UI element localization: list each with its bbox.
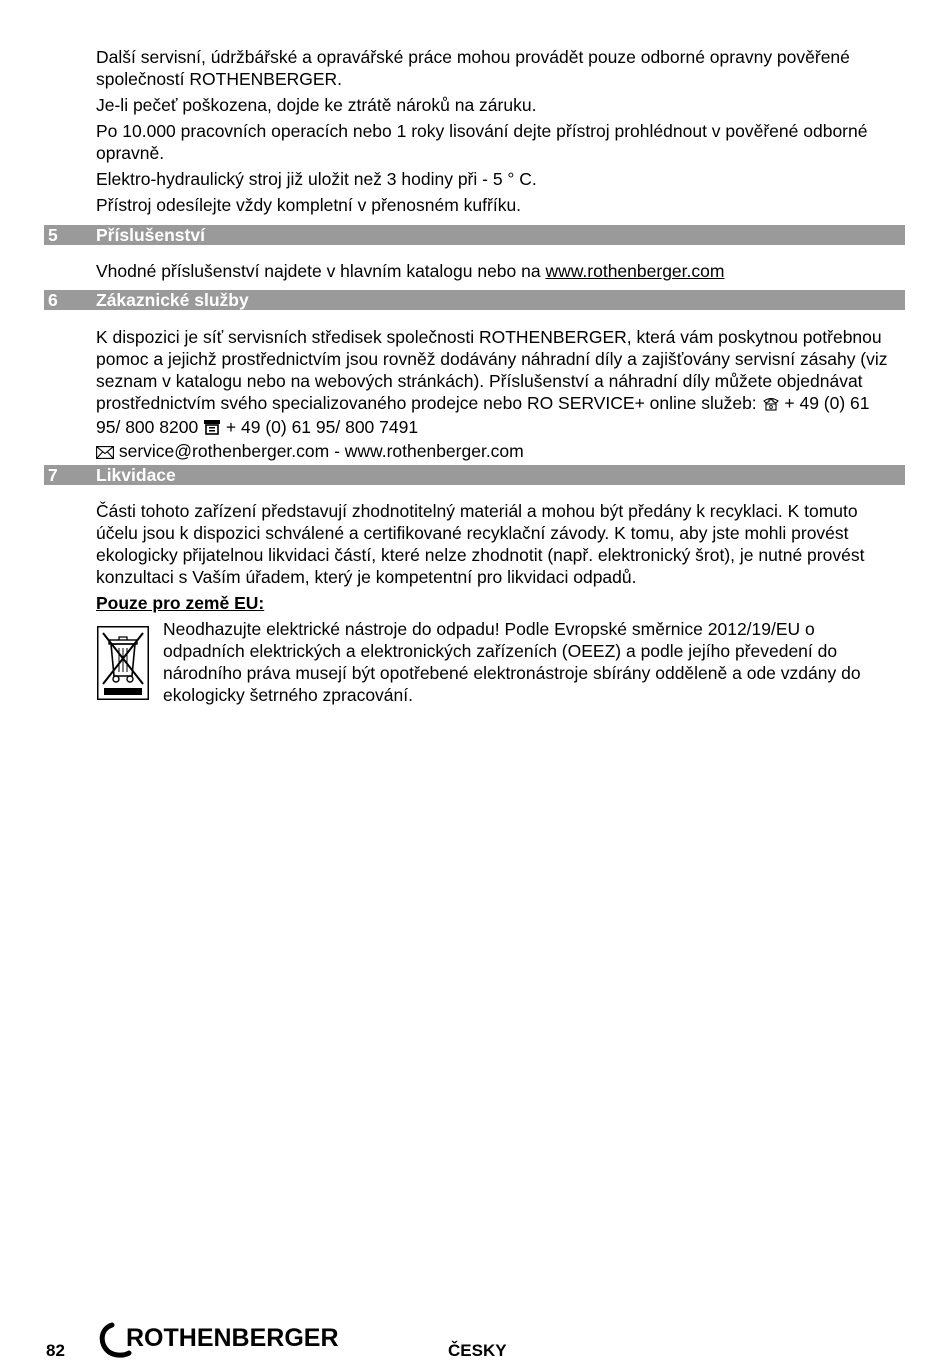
rothenberger-logo bbox=[98, 1322, 348, 1358]
crossed-out-wheelie-bin-icon bbox=[97, 626, 149, 700]
service-text: K dispozici je síť servisních středisek společnosti ROTHENBERGER, která vám poskytnou potřebnou pomoc a jejichž prostřednictvím jsou rovněž dodávány náhradní díly a zajišťovány servisní zásahy (viz seznam v katalogu nebo na webových stránkách). Příslušenství a náhradní díly můžete objednávat prostřednictvím svého specializovaného prodejce nebo RO SERVICE+ online služeb: bbox=[96, 327, 888, 413]
intro-paragraph-3: Po 10.000 pracovních operacích nebo 1 roky lisování dejte přístroj prohlédnout v pověřené odborné opravně. bbox=[96, 121, 868, 163]
section-heading-disposal bbox=[44, 465, 905, 485]
phone-number: + 49 (0) 61 95/ 800 8200 bbox=[96, 393, 870, 437]
section-number: 7 bbox=[48, 465, 58, 485]
section-heading-customer-service bbox=[44, 290, 905, 310]
intro-paragraph-1: Další servisní, údržbářské a opravářské práce mohou provádět pouze odborné opravny pověřené společností ROTHENBERGER. bbox=[96, 47, 850, 89]
website-link[interactable]: www.rothenberger.com bbox=[545, 261, 725, 281]
fax-icon bbox=[203, 418, 221, 440]
section-heading-accessories bbox=[44, 225, 905, 245]
eu-disposal-notice: Neodhazujte elektrické nástroje do odpadu! Podle Evropské směrnice 2012/19/EU o odpadních elektrických a elektronických zařízeních (OEEZ) a podle jejího převedení do národního práva musejí být opotřebené elektronástroje sbírány odděleně a ode vzdány do ekologicky šetrného zpracování. bbox=[163, 619, 861, 705]
accessories-text: Vhodné příslušenství najdete v hlavním katalogu nebo na bbox=[96, 261, 546, 281]
email-website-line: service@rothenberger.com - www.rothenberger.com bbox=[114, 441, 524, 461]
eu-only-heading: Pouze pro země EU: bbox=[96, 593, 265, 613]
intro-paragraph-2: Je-li pečeť poškozena, dojde ke ztrátě nároků na záruku. bbox=[96, 95, 537, 115]
accessories-paragraph bbox=[96, 260, 896, 282]
page-number: 82 bbox=[46, 1341, 65, 1360]
language-label: ČESKY bbox=[448, 1341, 507, 1360]
intro-paragraphs bbox=[96, 46, 896, 220]
section-number: 5 bbox=[48, 225, 58, 245]
service-paragraph bbox=[96, 326, 896, 464]
phone-icon bbox=[762, 394, 780, 416]
section-title: Zákaznické služby bbox=[96, 290, 249, 310]
section-title: Příslušenství bbox=[96, 225, 205, 245]
intro-paragraph-5: Přístroj odesílejte vždy kompletní v přenosném kufříku. bbox=[96, 195, 522, 215]
disposal-paragraph: Části tohoto zařízení představují zhodnotitelný materiál a mohou být předány k recyklaci. K tomuto účelu jsou k dispozici schválené a certifikované recyklační závody. K tomu, aby jste mohli provést ekologicky přijatelnou likvidaci částí, které nelze zhodnotit (např. elektronický šrot), je nutné provést konzultaci s Vaším úřadem, který je kompetentní pro likvidaci odpadů. bbox=[96, 501, 865, 587]
section-title: Likvidace bbox=[96, 465, 176, 485]
envelope-icon bbox=[96, 442, 114, 464]
section-number: 6 bbox=[48, 290, 58, 310]
fax-number: + 49 (0) 61 95/ 800 7491 bbox=[221, 417, 419, 437]
logo-wordmark: ROTHENBERGER bbox=[126, 1324, 339, 1352]
intro-paragraph-4: Elektro-hydraulický stroj již uložit než 3 hodiny při - 5 ° C. bbox=[96, 169, 537, 189]
